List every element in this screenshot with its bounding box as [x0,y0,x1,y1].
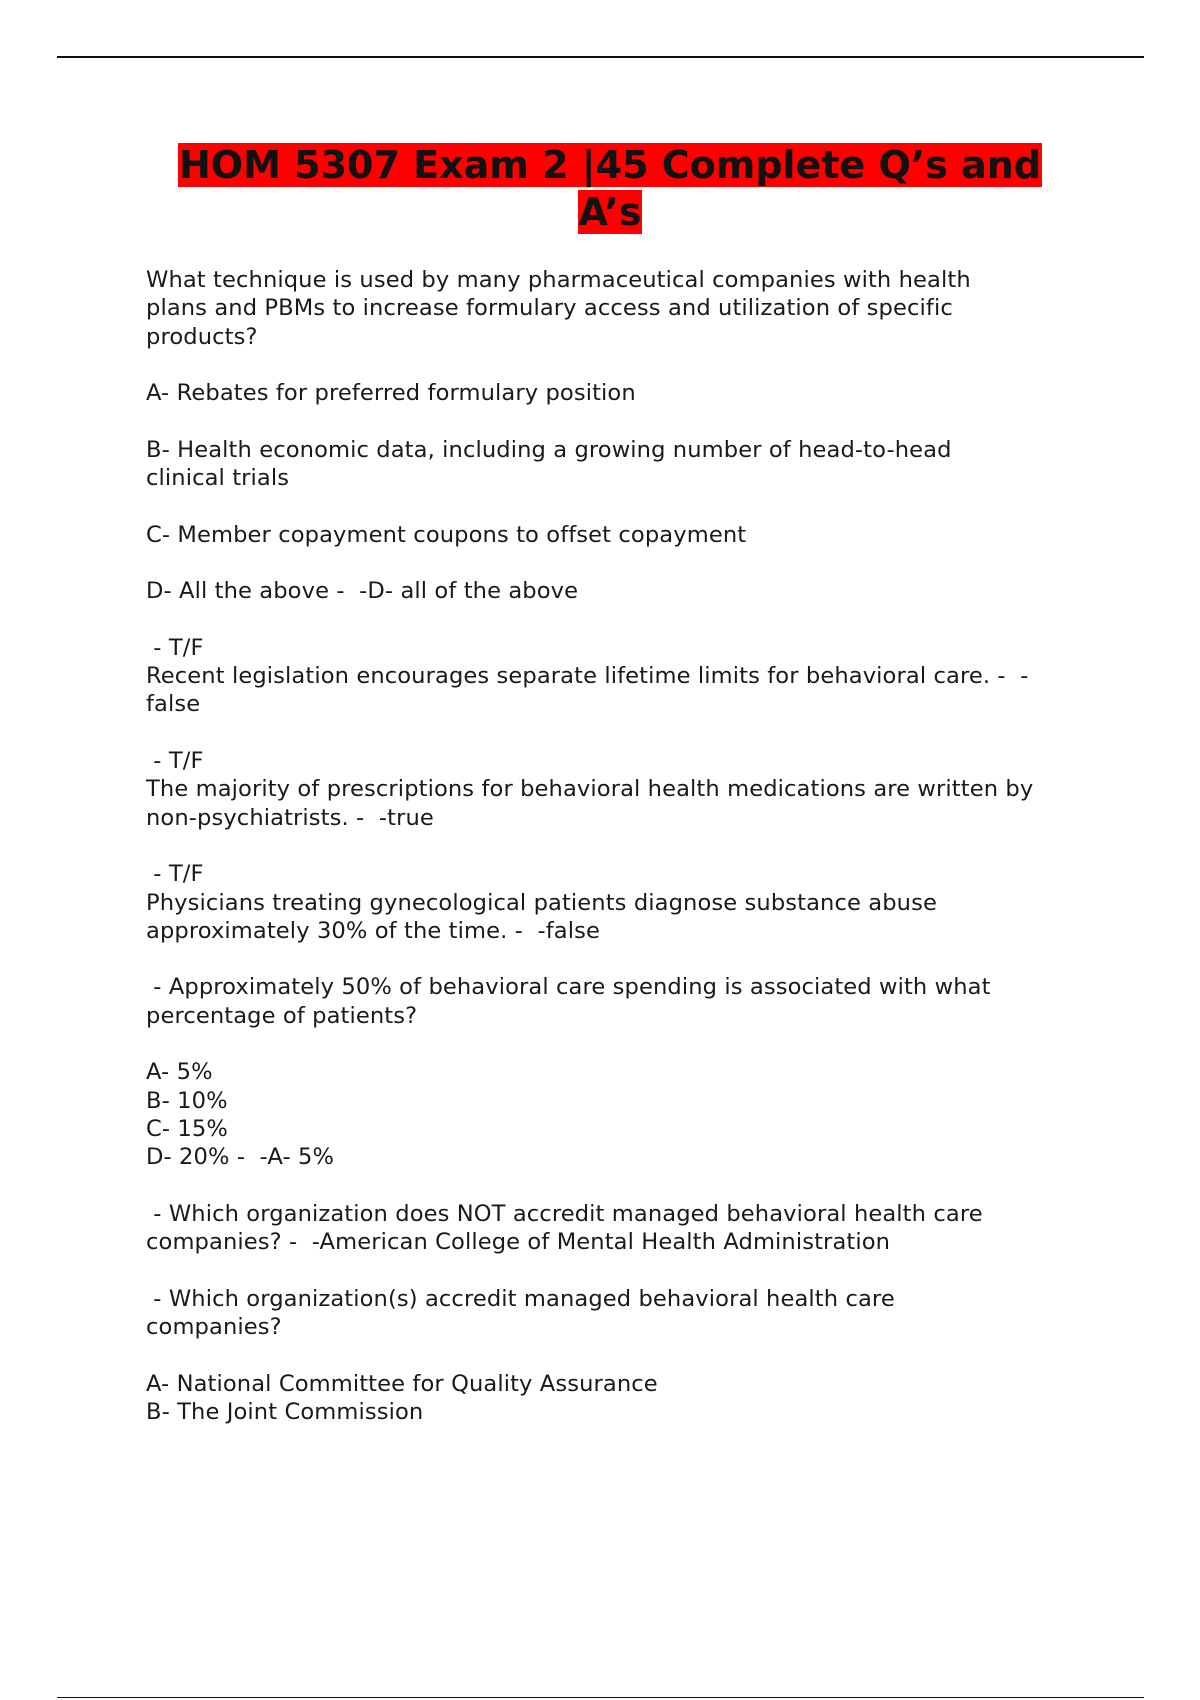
text-block [146,379,1106,407]
text-line: Recent legislation encourages separate lifetime limits for behavioral care. - - [146,663,1029,690]
document-title [145,142,1075,236]
text-line: products? [146,323,258,350]
text-block [146,1370,1106,1427]
text-block [146,521,1106,549]
text-line: What technique is used by many pharmaceutical companies with health [146,267,971,293]
text-line: companies? [146,1313,282,1340]
text-block [146,1200,1106,1257]
text-line: D- 20% - -A- 5% [146,1144,335,1171]
text-block [146,577,1106,605]
text-line: B- Health economic data, including a growing number of head-to-head [146,436,952,463]
text-line: D- All the above - -D- all of the above [146,578,579,605]
text-line: The majority of prescriptions for behavioral health medications are written by [146,776,1034,803]
text-block [146,973,1106,1030]
text-block [146,1285,1106,1342]
text-line: A- National Committee for Quality Assurance [146,1370,658,1397]
text-line: C- Member copayment coupons to offset copayment [146,521,747,548]
text-line: percentage of patients? [146,1002,418,1029]
text-line: plans and PBMs to increase formulary access and utilization of specific [146,295,953,322]
title-line-1: HOM 5307 Exam 2 |45 Complete Q’s and [179,143,1041,187]
document-body [146,266,1106,1454]
text-block [146,634,1106,719]
text-line: - Which organization(s) accredit managed behavioral health care [146,1285,895,1312]
text-line: - Approximately 50% of behavioral care spending is associated with what [146,974,991,1001]
bottom-rule [57,1697,1144,1698]
text-line: C- 15% [146,1115,228,1142]
text-line: A- 5% [146,1059,213,1086]
text-line: A- Rebates for preferred formulary position [146,380,636,407]
text-line: Physicians treating gynecological patients diagnose substance abuse [146,889,937,916]
text-block [146,436,1106,493]
text-line: - T/F [146,748,204,775]
text-line: - T/F [146,634,204,661]
text-line: clinical trials [146,465,290,492]
text-block [146,860,1106,945]
top-rule [57,56,1144,58]
text-block [146,1058,1106,1171]
text-line: false [146,691,201,718]
text-line: approximately 30% of the time. - -false [146,917,600,944]
text-block [146,266,1106,351]
text-line: - T/F [146,861,204,888]
text-line: - Which organization does NOT accredit managed behavioral health care [146,1200,983,1227]
title-line-2: A’s [578,190,642,234]
text-line: non-psychiatrists. - -true [146,804,434,831]
text-line: B- 10% [146,1087,228,1114]
text-block [146,747,1106,832]
text-line: B- The Joint Commission [146,1398,424,1425]
text-line: companies? - -American College of Mental Health Administration [146,1229,891,1256]
